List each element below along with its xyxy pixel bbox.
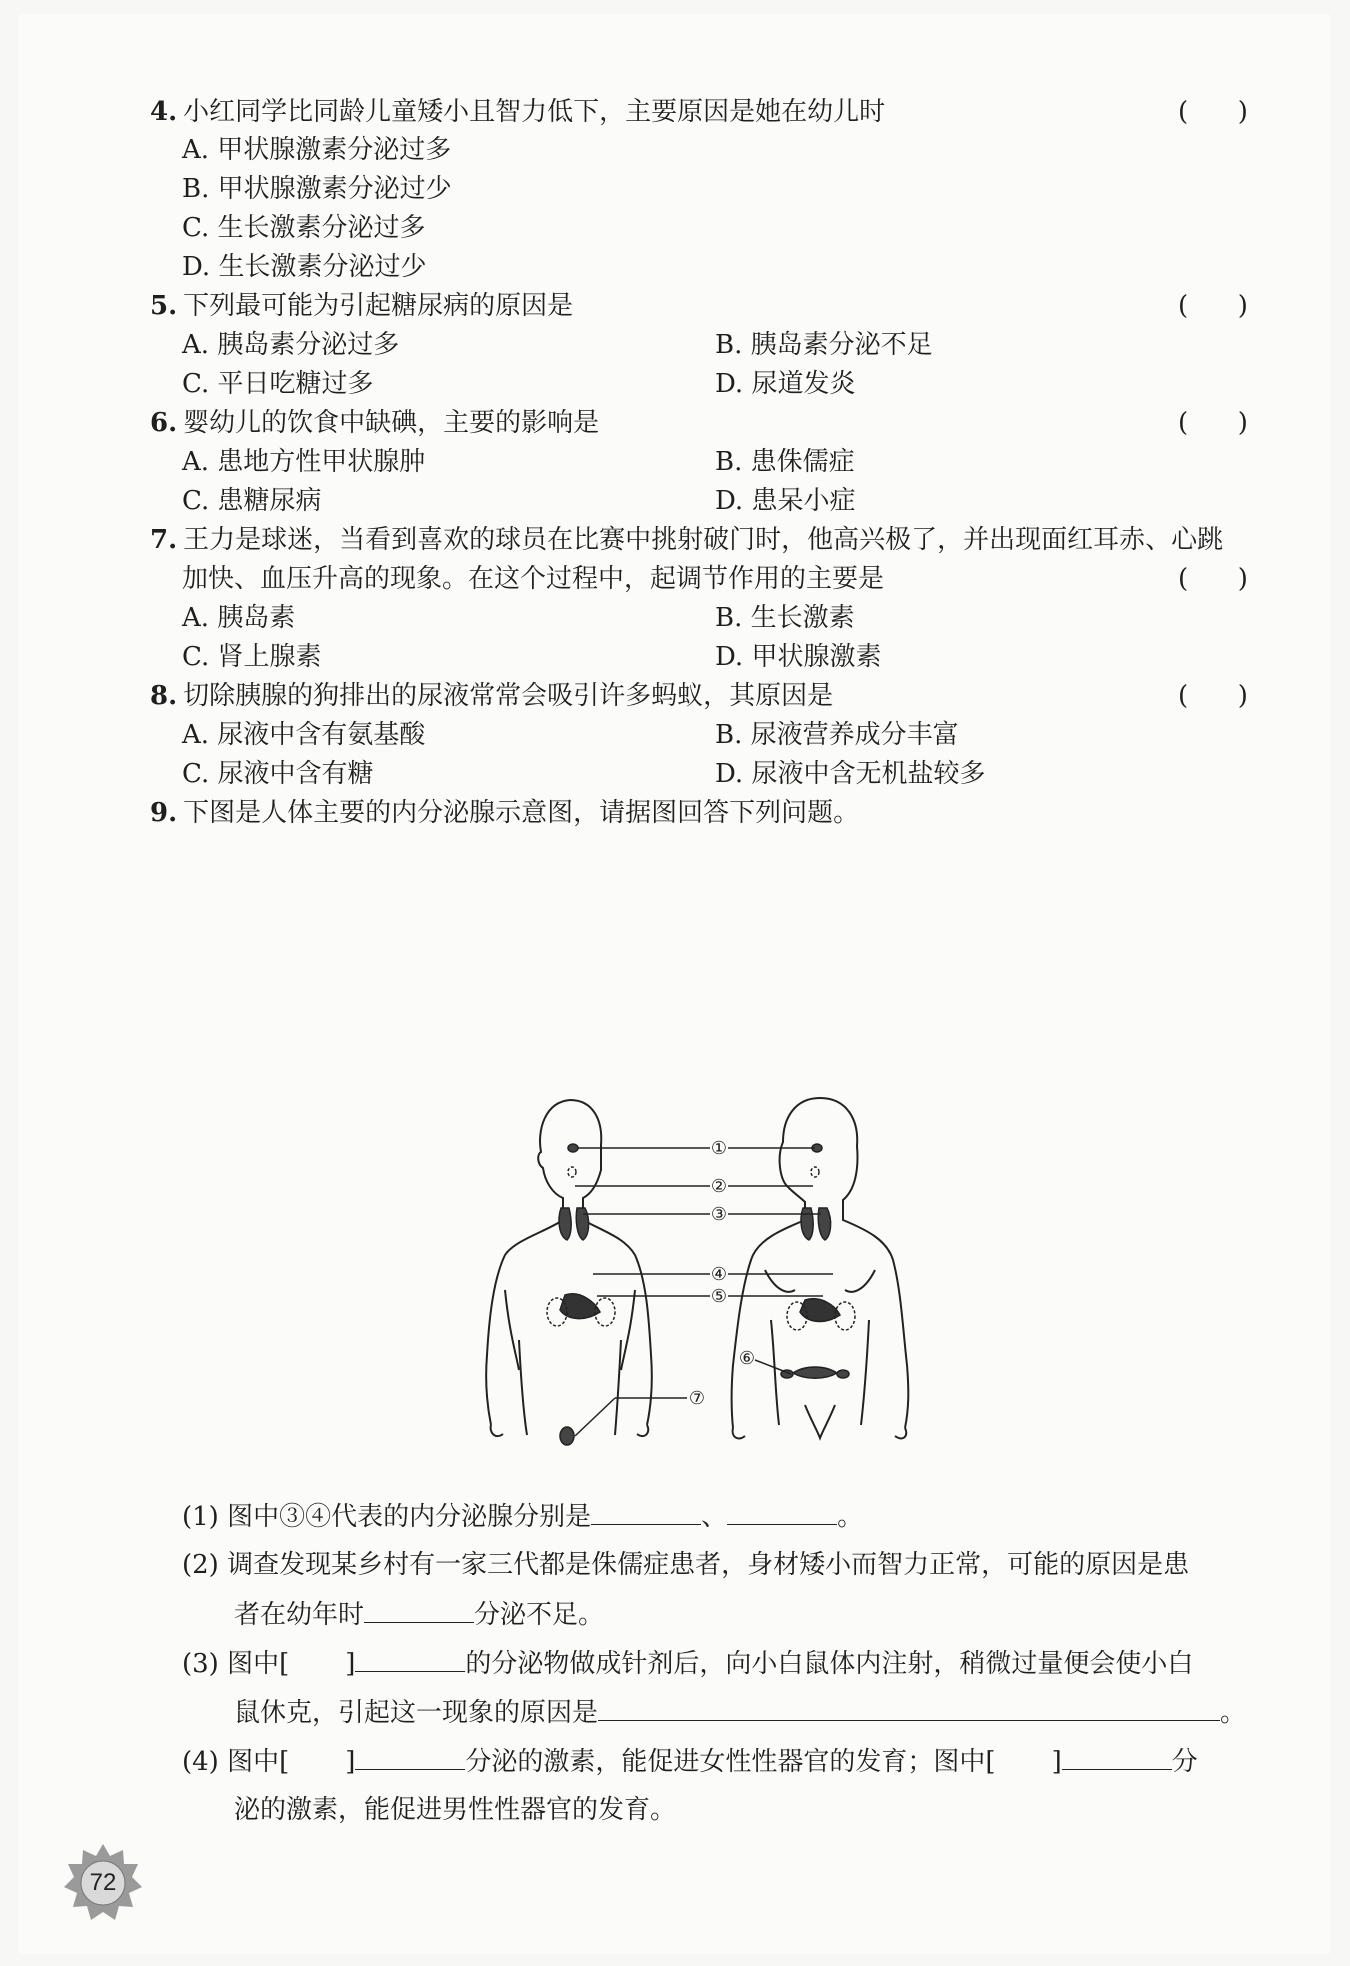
answer-parentheses[interactable]: ( ) bbox=[1178, 564, 1248, 594]
answer-parentheses[interactable]: ( ) bbox=[1178, 681, 1248, 711]
option-b: B. 甲状腺激素分泌过少 bbox=[182, 174, 452, 204]
question-text: 下列最可能为引起糖尿病的原因是 bbox=[183, 291, 574, 321]
label-5: ⑤ bbox=[710, 1286, 728, 1307]
question-text: 下图是人体主要的内分泌腺示意图，请据图回答下列问题。 bbox=[183, 798, 860, 828]
bracket-close: ] bbox=[1051, 1747, 1062, 1777]
option-b: B. 生长激素 bbox=[715, 603, 855, 633]
option-d: D. 患呆小症 bbox=[715, 486, 856, 516]
subquestion-text: 者在幼年时 bbox=[234, 1600, 365, 1630]
subquestion-text: (4) 图中[ bbox=[182, 1747, 290, 1777]
subquestion-text: 分泌不足。 bbox=[474, 1600, 605, 1630]
page-number: 72 bbox=[89, 1869, 117, 1896]
period: 。 bbox=[837, 1502, 864, 1532]
subquestion-2: (2) 调查发现某乡村有一家三代都是侏儒症患者，身材矮小而智力正常，可能的原因是患 bbox=[182, 1550, 1190, 1580]
label-4: ④ bbox=[710, 1264, 728, 1285]
label-6: ⑥ bbox=[738, 1348, 756, 1369]
option-b: B. 患侏儒症 bbox=[715, 447, 855, 477]
question-6 bbox=[150, 407, 599, 439]
label-1: ① bbox=[710, 1138, 728, 1159]
question-number: 4. bbox=[150, 97, 178, 127]
answer-parentheses[interactable]: ( ) bbox=[1178, 97, 1248, 127]
subquestion-text: (3) 图中[ bbox=[182, 1649, 290, 1679]
separator: 、 bbox=[701, 1502, 728, 1532]
option-c: C. 平日吃糖过多 bbox=[182, 369, 374, 399]
question-number: 5. bbox=[150, 291, 178, 321]
subquestion-text: 的分泌物做成针剂后，向小白鼠体内注射，稍微过量便会使小白 bbox=[465, 1649, 1194, 1679]
question-5 bbox=[150, 290, 573, 322]
answer-blank[interactable] bbox=[591, 1500, 701, 1525]
answer-blank[interactable] bbox=[355, 1745, 465, 1770]
question-text: 婴幼儿的饮食中缺碘，主要的影响是 bbox=[183, 408, 600, 438]
question-number: 8. bbox=[150, 681, 178, 711]
option-b: B. 尿液营养成分丰富 bbox=[715, 720, 959, 750]
label-3: ③ bbox=[710, 1204, 728, 1225]
period: 。 bbox=[1220, 1698, 1247, 1728]
question-8 bbox=[150, 680, 833, 712]
subquestion-text: (1) 图中③④代表的内分泌腺分别是 bbox=[182, 1502, 592, 1532]
page-number-badge bbox=[62, 1842, 144, 1924]
question-number: 9. bbox=[150, 798, 178, 828]
option-d: D. 生长激素分泌过少 bbox=[182, 252, 427, 282]
answer-blank[interactable] bbox=[598, 1696, 1220, 1721]
option-b: B. 胰岛素分泌不足 bbox=[715, 330, 933, 360]
option-a: A. 患地方性甲状腺肿 bbox=[182, 447, 426, 477]
answer-blank[interactable] bbox=[364, 1598, 474, 1623]
bracket-close: ] bbox=[345, 1747, 356, 1777]
question-7-continuation: 加快、血压升高的现象。在这个过程中，起调节作用的主要是 bbox=[182, 564, 885, 594]
subquestion-text: 分 bbox=[1171, 1747, 1198, 1777]
question-9 bbox=[150, 797, 859, 829]
subquestion-4 bbox=[182, 1745, 1198, 1778]
subquestion-3 bbox=[182, 1647, 1193, 1680]
option-a: A. 甲状腺激素分泌过多 bbox=[182, 135, 452, 165]
question-text: 切除胰腺的狗排出的尿液常常会吸引许多蚂蚁，其原因是 bbox=[183, 681, 834, 711]
subquestion-4-continuation: 泌的激素，能促进男性性器官的发育。 bbox=[234, 1795, 677, 1825]
label-7: ⑦ bbox=[688, 1388, 706, 1409]
endocrine-glands-diagram bbox=[475, 1090, 965, 1450]
subquestion-text: 分泌的激素，能促进女性性器官的发育；图中[ bbox=[465, 1747, 996, 1777]
subquestion-text: 鼠休克，引起这一现象的原因是 bbox=[234, 1698, 599, 1728]
answer-blank[interactable] bbox=[355, 1647, 465, 1672]
question-7 bbox=[150, 524, 1223, 556]
question-number: 7. bbox=[150, 525, 178, 555]
option-a: A. 胰岛素分泌过多 bbox=[182, 330, 400, 360]
option-c: C. 肾上腺素 bbox=[182, 642, 322, 672]
question-text: 王力是球迷，当看到喜欢的球员在比赛中挑射破门时，他高兴极了，并出现面红耳赤、心跳 bbox=[183, 525, 1224, 555]
option-c: C. 尿液中含有糖 bbox=[182, 759, 374, 789]
label-2: ② bbox=[710, 1176, 728, 1197]
subquestion-1 bbox=[182, 1500, 863, 1533]
subquestion-2-continuation bbox=[234, 1598, 604, 1631]
option-a: A. 尿液中含有氨基酸 bbox=[182, 720, 426, 750]
option-c: C. 患糖尿病 bbox=[182, 486, 322, 516]
option-c: C. 生长激素分泌过多 bbox=[182, 213, 426, 243]
option-d: D. 甲状腺激素 bbox=[715, 642, 882, 672]
option-d: D. 尿液中含无机盐较多 bbox=[715, 759, 986, 789]
option-d: D. 尿道发炎 bbox=[715, 369, 856, 399]
question-text: 小红同学比同龄儿童矮小且智力低下，主要原因是她在幼儿时 bbox=[183, 97, 886, 127]
answer-blank[interactable] bbox=[727, 1500, 837, 1525]
question-number: 6. bbox=[150, 408, 178, 438]
subquestion-3-continuation bbox=[234, 1696, 1246, 1729]
question-4 bbox=[150, 96, 885, 128]
answer-parentheses[interactable]: ( ) bbox=[1178, 291, 1248, 321]
option-a: A. 胰岛素 bbox=[182, 603, 296, 633]
bracket-close: ] bbox=[345, 1649, 356, 1679]
answer-blank[interactable] bbox=[1062, 1745, 1172, 1770]
answer-parentheses[interactable]: ( ) bbox=[1178, 408, 1248, 438]
